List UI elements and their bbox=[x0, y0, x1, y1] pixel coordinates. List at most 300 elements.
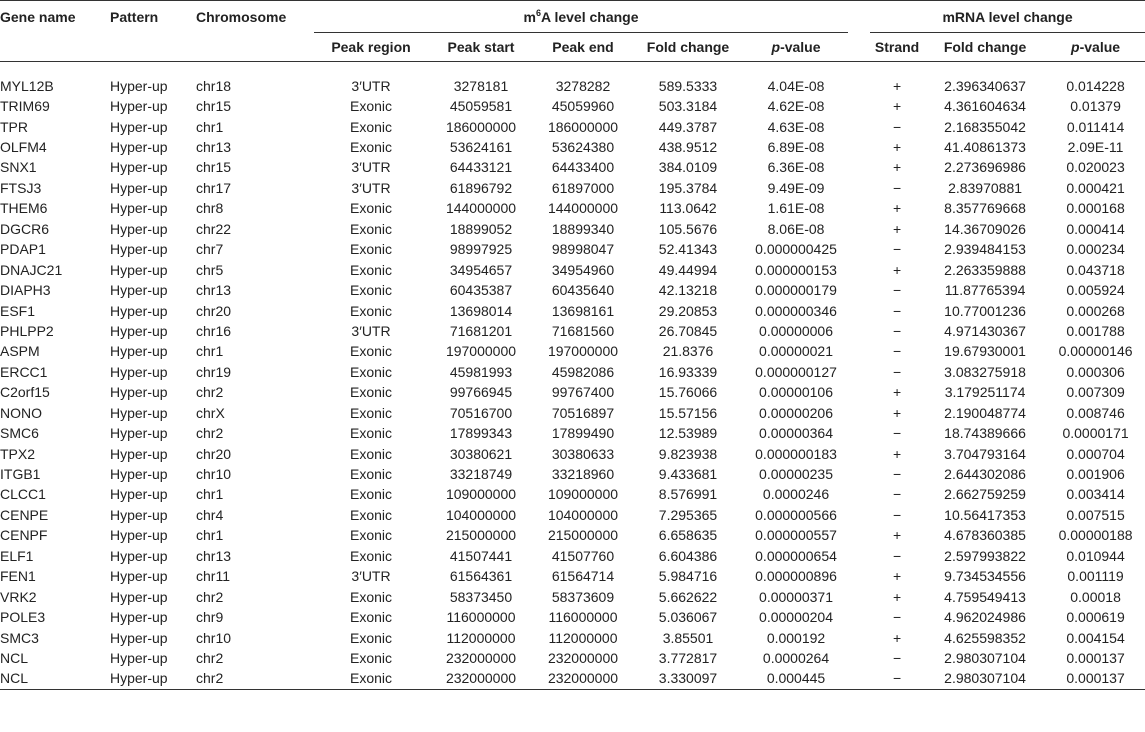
mrna-fold-change-cell: 2.396340637 bbox=[944, 77, 1026, 94]
peak-end-cell: 99767400 bbox=[551, 384, 615, 401]
mrna-fold-change-cell: 4.971430367 bbox=[944, 322, 1026, 339]
gene-name-cell: ESF1 bbox=[0, 302, 36, 319]
mrna-fold-change-cell: 2.168355042 bbox=[944, 118, 1026, 135]
chromosome-cell: chrX bbox=[196, 404, 225, 421]
peak-region-cell: Exonic bbox=[349, 241, 393, 258]
table-row bbox=[0, 321, 1145, 341]
p-value-cell: 0.000000179 bbox=[755, 282, 837, 299]
peak-region-cell: Exonic bbox=[349, 302, 393, 319]
table-row bbox=[0, 280, 1145, 300]
peak-end-cell: 112000000 bbox=[548, 629, 618, 646]
table-row bbox=[0, 260, 1145, 280]
mrna-p-value-cell: 0.043718 bbox=[1066, 261, 1125, 278]
peak-start-cell: 58373450 bbox=[449, 588, 513, 605]
peak-start-cell: 215000000 bbox=[445, 527, 517, 544]
gene-name-cell: C2orf15 bbox=[0, 384, 50, 401]
table-row bbox=[0, 383, 1145, 403]
fold-change-cell: 26.70845 bbox=[658, 322, 718, 339]
mrna-p-value-cell: 0.007309 bbox=[1066, 384, 1125, 401]
pattern-cell: Hyper-up bbox=[110, 425, 168, 442]
peak-region-cell: Exonic bbox=[349, 506, 393, 523]
fold-change-cell: 3.772817 bbox=[658, 649, 718, 666]
fold-change-cell: 113.0642 bbox=[659, 200, 717, 217]
fold-change-cell: 16.93339 bbox=[658, 363, 718, 380]
mrna-fold-change-cell: 4.759549413 bbox=[944, 588, 1026, 605]
chromosome-cell: chr8 bbox=[196, 200, 224, 217]
p-value-cell: 0.000000557 bbox=[755, 527, 837, 544]
gene-name-cell: MYL12B bbox=[0, 77, 54, 94]
chromosome-cell: chr2 bbox=[196, 649, 224, 666]
peak-start-cell: 144000000 bbox=[445, 200, 517, 217]
chromosome-cell: chr10 bbox=[196, 466, 232, 483]
table-row bbox=[0, 117, 1145, 137]
peak-start-cell: 71681201 bbox=[449, 322, 513, 339]
mrna-fold-change-cell: 9.734534556 bbox=[944, 568, 1026, 585]
fold-change-cell: 589.5333 bbox=[658, 77, 718, 94]
peak-end-cell: 116000000 bbox=[548, 609, 618, 626]
strand-cell: + bbox=[892, 568, 902, 585]
peak-region-cell: Exonic bbox=[349, 629, 393, 646]
p-value-cell: 0.00000206 bbox=[759, 404, 833, 421]
peak-start-cell: 99766945 bbox=[449, 384, 513, 401]
peak-end-cell: 61897000 bbox=[551, 179, 615, 196]
mrna-fold-change-cell: 2.662759259 bbox=[944, 486, 1026, 503]
mrna-p-value-cell: 0.001906 bbox=[1066, 466, 1125, 483]
mrna-fold-change-cell: 4.625598352 bbox=[944, 629, 1026, 646]
gene-name-cell: DIAPH3 bbox=[0, 282, 51, 299]
strand-cell: + bbox=[892, 159, 902, 176]
gene-name-cell: NCL bbox=[0, 669, 110, 690]
mrna-fold-change-cell: 14.36709026 bbox=[944, 220, 1026, 237]
chromosome-cell: chr20 bbox=[196, 302, 232, 319]
mrna-p-value-cell: 0.000414 bbox=[1066, 220, 1125, 237]
gene-name-cell: ELF1 bbox=[0, 547, 34, 564]
pattern-cell: Hyper-up bbox=[110, 302, 168, 319]
chromosome-cell: chr7 bbox=[196, 241, 224, 258]
p-value-cell: 0.000000127 bbox=[755, 363, 837, 380]
pattern-cell: Hyper-up bbox=[110, 609, 168, 626]
gene-name-cell: DGCR6 bbox=[0, 220, 50, 237]
p-value-cell: 4.63E-08 bbox=[767, 118, 825, 135]
mrna-p-value-cell: 0.007515 bbox=[1066, 506, 1125, 523]
fold-change-cell: 49.44994 bbox=[658, 261, 718, 278]
pattern-cell: Hyper-up bbox=[110, 200, 168, 217]
fold-change-cell: 15.57156 bbox=[658, 404, 718, 421]
header-chromosome: Chromosome bbox=[196, 1, 314, 62]
strand-cell: + bbox=[892, 404, 902, 421]
header-strand: Strand bbox=[874, 39, 920, 55]
p-value-cell: 0.00000006 bbox=[759, 322, 833, 339]
mrna-p-value-cell: 0.000168 bbox=[1066, 200, 1125, 217]
p-value-cell: 8.06E-08 bbox=[767, 220, 825, 237]
peak-start-cell: 104000000 bbox=[445, 506, 517, 523]
table-row bbox=[0, 567, 1145, 587]
p-value-cell: 0.0000264 bbox=[762, 649, 830, 666]
peak-start-cell: 64433121 bbox=[449, 159, 513, 176]
fold-change-cell: 5.984716 bbox=[658, 568, 718, 585]
strand-cell: − bbox=[892, 363, 902, 380]
gene-name-cell: PHLPP2 bbox=[0, 322, 54, 339]
peak-end-cell: 197000000 bbox=[547, 343, 619, 360]
strand-cell: − bbox=[892, 609, 902, 626]
peak-end-cell: 232000000 bbox=[547, 649, 619, 666]
mrna-p-value-cell: 0.000137 bbox=[1066, 649, 1125, 666]
p-value-cell: 0.000000654 bbox=[755, 547, 837, 564]
fold-change-cell: 6.658635 bbox=[658, 527, 718, 544]
table-row bbox=[0, 607, 1145, 627]
peak-region-cell: Exonic bbox=[349, 384, 393, 401]
table-row bbox=[0, 464, 1145, 484]
peak-start-cell: 98997925 bbox=[449, 241, 513, 258]
peak-start-cell: 30380621 bbox=[449, 445, 513, 462]
peak-start-cell: 13698014 bbox=[449, 302, 513, 319]
peak-region-cell: 3′UTR bbox=[351, 322, 391, 339]
peak-start-cell: 45981993 bbox=[449, 363, 513, 380]
strand-cell: + bbox=[892, 261, 902, 278]
header-mrna-fold-change: Fold change bbox=[943, 39, 1027, 55]
peak-end-cell: 41507760 bbox=[551, 547, 615, 564]
gene-name-cell: ASPM bbox=[0, 343, 40, 360]
mrna-fold-change-cell: 4.361604634 bbox=[944, 98, 1026, 115]
pattern-cell: Hyper-up bbox=[110, 179, 168, 196]
p-value-cell: 0.000000183 bbox=[755, 445, 837, 462]
header-mrna-p-value: p-value bbox=[1071, 39, 1121, 55]
gene-name-cell: THEM6 bbox=[0, 200, 48, 217]
p-value-cell: 6.36E-08 bbox=[767, 159, 825, 176]
mrna-p-value-cell: 0.000268 bbox=[1066, 302, 1125, 319]
chromosome-cell: chr13 bbox=[196, 139, 232, 156]
gene-name-cell: PDAP1 bbox=[0, 241, 46, 258]
strand-cell: − bbox=[892, 241, 902, 258]
peak-region-cell: Exonic bbox=[349, 445, 393, 462]
fold-change-cell: 195.3784 bbox=[658, 179, 718, 196]
peak-end-cell: 104000000 bbox=[547, 506, 619, 523]
header-peak-region: Peak region bbox=[331, 39, 411, 55]
p-value-cell: 0.000000425 bbox=[755, 241, 837, 258]
table-row bbox=[0, 423, 1145, 443]
peak-region-cell: Exonic bbox=[349, 363, 393, 380]
strand-cell: + bbox=[892, 98, 902, 115]
pattern-cell: Hyper-up bbox=[110, 159, 168, 176]
p-value-cell: 0.000000153 bbox=[755, 261, 837, 278]
mrna-fold-change-cell: 4.678360385 bbox=[944, 527, 1026, 544]
table-row bbox=[0, 199, 1145, 219]
p-value-cell: 0.00000204 bbox=[759, 609, 833, 626]
mrna-fold-change-cell: 10.77001236 bbox=[944, 302, 1026, 319]
p-value-cell: 0.000000896 bbox=[755, 568, 837, 585]
chromosome-cell: chr19 bbox=[196, 363, 232, 380]
peak-start-cell: 3278181 bbox=[453, 77, 509, 94]
peak-end-cell: 33218960 bbox=[551, 466, 615, 483]
peak-region-cell: 3′UTR bbox=[351, 179, 391, 196]
mrna-fold-change-cell: 2.939484153 bbox=[944, 241, 1026, 258]
table-row bbox=[0, 505, 1145, 525]
gene-name-cell: FEN1 bbox=[0, 568, 36, 585]
strand-cell: − bbox=[892, 466, 902, 483]
pattern-cell: Hyper-up bbox=[110, 363, 168, 380]
peak-start-cell: 186000000 bbox=[445, 118, 517, 135]
p-value-cell: 0.000192 bbox=[766, 629, 826, 646]
gene-name-cell: CENPE bbox=[0, 506, 49, 523]
fold-change-cell: 29.20853 bbox=[658, 302, 718, 319]
pattern-cell: Hyper-up bbox=[110, 486, 168, 503]
mrna-p-value-cell: 0.001119 bbox=[1067, 568, 1124, 585]
pattern-cell: Hyper-up bbox=[110, 669, 196, 690]
mrna-fold-change-cell: 3.179251174 bbox=[944, 384, 1026, 401]
pattern-cell: Hyper-up bbox=[110, 343, 168, 360]
p-value-cell: 9.49E-09 bbox=[767, 179, 825, 196]
peak-region-cell: Exonic bbox=[349, 139, 393, 156]
chromosome-cell: chr4 bbox=[196, 506, 224, 523]
peak-end-cell: 70516897 bbox=[551, 404, 615, 421]
chromosome-cell: chr16 bbox=[196, 322, 232, 339]
table-row bbox=[0, 76, 1145, 96]
chromosome-cell: chr18 bbox=[196, 77, 232, 94]
mrna-fold-change-cell: 2.980307104 bbox=[944, 649, 1026, 666]
peak-start-cell: 70516700 bbox=[449, 404, 513, 421]
strand-cell: + bbox=[892, 139, 902, 156]
mrna-fold-change-cell: 2.644302086 bbox=[944, 466, 1026, 483]
table-row bbox=[0, 362, 1145, 382]
peak-end-cell: 34954960 bbox=[551, 261, 615, 278]
header-peak-end: Peak end bbox=[552, 39, 614, 55]
p-value-cell: 0.0000246 bbox=[762, 486, 830, 503]
fold-change-cell: 21.8376 bbox=[662, 343, 714, 360]
gene-name-cell: ITGB1 bbox=[0, 466, 41, 483]
mrna-p-value-cell: 0.005924 bbox=[1066, 282, 1125, 299]
pattern-cell: Hyper-up bbox=[110, 98, 168, 115]
strand-cell: + bbox=[892, 384, 902, 401]
fold-change-cell: 438.9512 bbox=[658, 139, 718, 156]
table-row bbox=[0, 240, 1145, 260]
p-value-cell: 0.000000346 bbox=[755, 302, 837, 319]
header-m6a-group: $m^6A$ level change bbox=[314, 1, 848, 33]
peak-end-cell: 98998047 bbox=[551, 241, 615, 258]
peak-end-cell: 60435640 bbox=[551, 282, 615, 299]
mrna-fold-change-cell: 41.40861373 bbox=[944, 139, 1026, 156]
pattern-cell: Hyper-up bbox=[110, 547, 168, 564]
table-row bbox=[0, 137, 1145, 157]
peak-start-cell: 109000000 bbox=[445, 486, 517, 503]
mrna-fold-change-cell: 3.704793164 bbox=[944, 445, 1026, 462]
table-row bbox=[0, 648, 1145, 668]
mrna-p-value-cell: 0.001788 bbox=[1066, 322, 1125, 339]
peak-region-cell: Exonic bbox=[349, 220, 393, 237]
p-value-cell: 4.62E-08 bbox=[767, 98, 825, 115]
mrna-p-value-cell: 0.010944 bbox=[1066, 547, 1125, 564]
strand-cell: − bbox=[892, 649, 902, 666]
peak-start-cell: 33218749 bbox=[449, 466, 513, 483]
peak-end-cell: 186000000 bbox=[547, 118, 619, 135]
chromosome-cell: chr13 bbox=[196, 547, 232, 564]
peak-end-cell: 13698161 bbox=[551, 302, 615, 319]
mrna-p-value-cell: 0.000704 bbox=[1066, 445, 1125, 462]
peak-start-cell: 61896792 bbox=[449, 179, 513, 196]
mrna-p-value-cell: 0.011414 bbox=[1066, 118, 1125, 135]
mrna-fold-change-cell: 2.190048774 bbox=[944, 404, 1026, 421]
strand-cell: + bbox=[892, 445, 902, 462]
mrna-p-value-cell: 0.014228 bbox=[1066, 77, 1125, 94]
fold-change-cell: 449.3787 bbox=[658, 118, 718, 135]
table-body bbox=[0, 62, 1145, 690]
chromosome-cell: chr9 bbox=[196, 609, 224, 626]
fold-change-cell: 3.330097 bbox=[632, 669, 744, 690]
peak-region-cell: Exonic bbox=[314, 669, 428, 690]
strand-cell: − bbox=[892, 179, 902, 196]
table-row bbox=[0, 444, 1145, 464]
mrna-fold-change-cell: 10.56417353 bbox=[944, 506, 1026, 523]
peak-end-cell: 30380633 bbox=[551, 445, 615, 462]
gene-name-cell: FTSJ3 bbox=[0, 179, 42, 196]
peak-region-cell: Exonic bbox=[349, 118, 393, 135]
gene-name-cell: SMC6 bbox=[0, 425, 39, 442]
mrna-fold-change-cell: 4.962024986 bbox=[944, 609, 1026, 626]
pattern-cell: Hyper-up bbox=[110, 445, 168, 462]
chromosome-cell: chr15 bbox=[196, 159, 232, 176]
fold-change-cell: 9.433681 bbox=[658, 466, 718, 483]
mrna-fold-change-cell: 2.273696986 bbox=[944, 159, 1026, 176]
gene-name-cell: VRK2 bbox=[0, 588, 37, 605]
mrna-p-value-cell: 0.000421 bbox=[1066, 179, 1125, 196]
gene-name-cell: CENPF bbox=[0, 527, 48, 544]
p-value-cell: 0.000445 bbox=[744, 669, 848, 690]
mrna-p-value-cell: 0.00000146 bbox=[1058, 343, 1133, 360]
strand-cell: + bbox=[892, 200, 902, 217]
mrna-fold-change-cell: 2.980307104 bbox=[924, 669, 1046, 690]
peak-region-cell: Exonic bbox=[349, 282, 393, 299]
fold-change-cell: 42.13218 bbox=[658, 282, 718, 299]
peak-region-cell: 3′UTR bbox=[351, 159, 391, 176]
mrna-p-value-cell: 0.00000188 bbox=[1058, 527, 1133, 544]
chromosome-cell: chr2 bbox=[196, 425, 224, 442]
chromosome-cell: chr2 bbox=[196, 588, 224, 605]
strand-cell: + bbox=[892, 527, 902, 544]
table-row bbox=[0, 403, 1145, 423]
mrna-p-value-cell: 0.0000171 bbox=[1062, 425, 1129, 442]
table-row bbox=[0, 669, 1145, 690]
gene-name-cell: POLE3 bbox=[0, 609, 46, 626]
pattern-cell: Hyper-up bbox=[110, 506, 168, 523]
peak-end-cell: 109000000 bbox=[547, 486, 619, 503]
gene-name-cell: ERCC1 bbox=[0, 363, 48, 380]
mrna-p-value-cell: 0.008746 bbox=[1066, 404, 1125, 421]
peak-region-cell: Exonic bbox=[349, 609, 393, 626]
pattern-cell: Hyper-up bbox=[110, 629, 168, 646]
peak-end-cell: 61564714 bbox=[551, 568, 615, 585]
pattern-cell: Hyper-up bbox=[110, 404, 168, 421]
fold-change-cell: 12.53989 bbox=[658, 425, 718, 442]
header-gene-name: Gene name bbox=[0, 1, 110, 62]
gene-name-cell: OLFM4 bbox=[0, 139, 47, 156]
peak-region-cell: 3′UTR bbox=[351, 77, 391, 94]
mrna-fold-change-cell: 11.87765394 bbox=[944, 282, 1026, 299]
peak-end-cell: 45982086 bbox=[551, 363, 615, 380]
fold-change-cell: 6.604386 bbox=[658, 547, 718, 564]
strand-cell: − bbox=[892, 118, 902, 135]
peak-start-cell: 53624161 bbox=[449, 139, 513, 156]
pattern-cell: Hyper-up bbox=[110, 466, 168, 483]
p-value-cell: 0.00000371 bbox=[759, 588, 833, 605]
peak-start-cell: 116000000 bbox=[446, 609, 516, 626]
peak-region-cell: 3′UTR bbox=[351, 568, 391, 585]
peak-end-cell: 53624380 bbox=[551, 139, 615, 156]
pattern-cell: Hyper-up bbox=[110, 282, 168, 299]
peak-region-cell: Exonic bbox=[349, 200, 393, 217]
mrna-fold-change-cell: 3.083275918 bbox=[944, 363, 1026, 380]
peak-end-cell: 17899490 bbox=[551, 425, 615, 442]
chromosome-cell: chr5 bbox=[196, 261, 224, 278]
peak-start-cell: 232000000 bbox=[428, 669, 534, 690]
p-value-cell: 0.00000364 bbox=[759, 425, 833, 442]
header-fold-change: Fold change bbox=[646, 39, 730, 55]
chromosome-cell: chr1 bbox=[196, 527, 224, 544]
table-row bbox=[0, 342, 1145, 362]
fold-change-cell: 9.823938 bbox=[658, 445, 718, 462]
peak-start-cell: 41507441 bbox=[449, 547, 513, 564]
peak-region-cell: Exonic bbox=[349, 649, 393, 666]
chromosome-cell: chr2 bbox=[196, 384, 224, 401]
gene-name-cell: NCL bbox=[0, 649, 29, 666]
fold-change-cell: 5.662622 bbox=[658, 588, 718, 605]
mrna-p-value-cell: 0.000137 bbox=[1046, 669, 1145, 690]
strand-cell: − bbox=[892, 322, 902, 339]
p-value-cell: 1.61E-08 bbox=[767, 200, 825, 217]
chromosome-cell: chr2 bbox=[196, 669, 314, 690]
strand-cell: + bbox=[892, 77, 902, 94]
p-value-cell: 0.000000566 bbox=[755, 506, 837, 523]
header-peak-start: Peak start bbox=[447, 39, 515, 55]
table-row bbox=[0, 485, 1145, 505]
mrna-p-value-cell: 0.003414 bbox=[1066, 486, 1125, 503]
table-row bbox=[0, 587, 1145, 607]
peak-region-cell: Exonic bbox=[349, 343, 393, 360]
strand-cell: − bbox=[892, 547, 902, 564]
gene-name-cell: DNAJC21 bbox=[0, 261, 63, 278]
pattern-cell: Hyper-up bbox=[110, 527, 168, 544]
mrna-p-value-cell: 0.000234 bbox=[1066, 241, 1125, 258]
mrna-p-value-cell: 0.000306 bbox=[1066, 363, 1125, 380]
header-mrna-group: mRNA level change bbox=[870, 1, 1145, 33]
peak-start-cell: 18899052 bbox=[449, 220, 513, 237]
peak-region-cell: Exonic bbox=[349, 425, 393, 442]
table-row bbox=[0, 178, 1145, 198]
strand-cell: − bbox=[892, 506, 902, 523]
chromosome-cell: chr22 bbox=[196, 220, 232, 237]
peak-end-cell: 3278282 bbox=[555, 77, 611, 94]
strand-cell: − bbox=[892, 282, 902, 299]
strand-cell: + bbox=[892, 629, 902, 646]
table-row bbox=[0, 158, 1145, 178]
chromosome-cell: chr10 bbox=[196, 629, 232, 646]
chromosome-cell: chr11 bbox=[196, 568, 230, 585]
table-row bbox=[0, 301, 1145, 321]
pattern-cell: Hyper-up bbox=[110, 588, 168, 605]
peak-start-cell: 60435387 bbox=[449, 282, 513, 299]
strand-cell: − bbox=[870, 669, 924, 690]
strand-cell: − bbox=[892, 343, 902, 360]
peak-start-cell: 197000000 bbox=[445, 343, 517, 360]
peak-end-cell: 215000000 bbox=[547, 527, 619, 544]
pattern-cell: Hyper-up bbox=[110, 322, 168, 339]
fold-change-cell: 7.295365 bbox=[658, 506, 718, 523]
pattern-cell: Hyper-up bbox=[110, 77, 168, 94]
fold-change-cell: 3.85501 bbox=[662, 629, 714, 646]
chromosome-cell: chr1 bbox=[196, 486, 224, 503]
gene-name-cell: SMC3 bbox=[0, 629, 39, 646]
chromosome-cell: chr15 bbox=[196, 98, 232, 115]
gene-name-cell: NONO bbox=[0, 404, 42, 421]
peak-end-cell: 71681560 bbox=[551, 322, 615, 339]
